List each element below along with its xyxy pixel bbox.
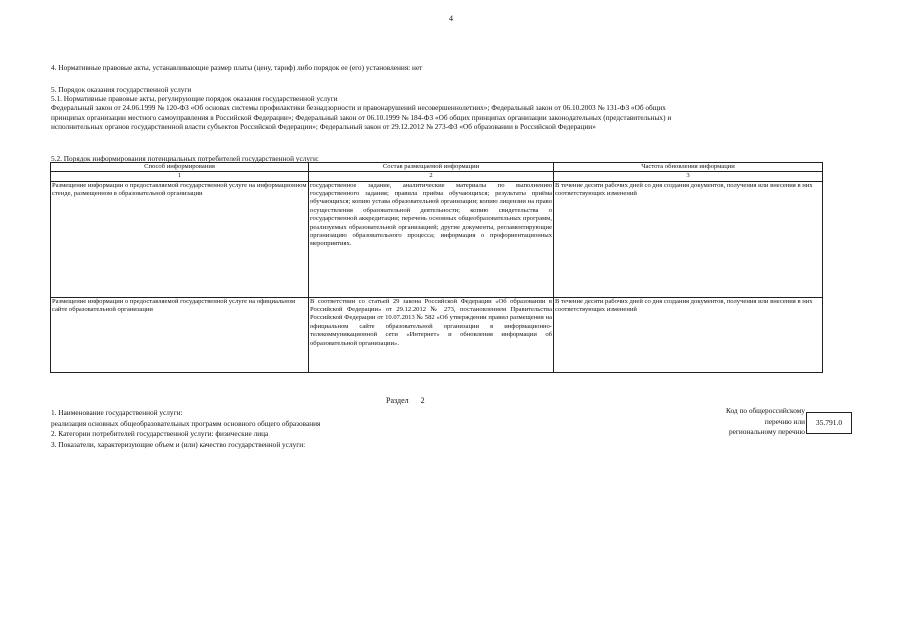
consumer-category: 2. Категории потребителей государственной услуги: физические лица	[51, 429, 269, 438]
law-line: принципах организации местного самоуправления в Российской Федерации»; Федеральный закон от 06.10.1999 № 184-ФЗ «Об общих принципах организации законодательных (представительных) и	[51, 112, 672, 122]
content-cell: государственное задание, аналитические материалы по выполнению государственного задания; правила приёма обучающихся; результаты приёма обучающихся; копию устава образовательной организации; копию лицензии на право осуществления образовательной деятельности; копию свидетельства о государственной аккредитации; перечень основных общеобразовательных программ, реализуемых образовательной организацией; другие документы, регламентирующие организацию образовательного процесса; информация о профориентационных мероприятиях.	[309, 181, 554, 297]
law-line: Федеральный закон от 24.06.1999 № 120-ФЗ «Об основах системы профилактики безнадзорности и правонарушений несовершеннолетних»; Федеральный закон от 06.10.2003 № 131-ФЗ «Об общих	[51, 103, 666, 113]
section-5	[51, 85, 841, 131]
section-5-title: 5. Порядок оказания государственной услуги	[51, 85, 192, 94]
table-number-row	[51, 172, 823, 181]
column-number: 1	[51, 172, 309, 181]
service-description	[51, 408, 320, 450]
indicators-title: 3. Показатели, характеризующие объем и (или) качество государственной услуги:	[51, 439, 306, 449]
frequency-cell: В течение десяти рабочих дней со дня создания документов, получения или внесения в них соответствующих изменений	[554, 181, 823, 297]
code-label	[680, 406, 805, 438]
section-heading	[386, 396, 425, 406]
section-4	[51, 63, 841, 72]
section-5-2-title: 5.2. Порядок информирования потенциальных потребителей государственной услуги:	[51, 154, 319, 163]
column-header: Состав размещаемой информации	[309, 163, 554, 172]
table-row	[51, 181, 823, 297]
code-label-line: региональному перечню	[729, 427, 805, 436]
section-5-1-title: 5.1. Нормативные правовые акты, регулирующие порядок оказания государственной услуги	[51, 94, 338, 104]
table-row	[51, 297, 823, 372]
frequency-cell: В течение десяти рабочих дней со дня создания документов, получения или внесения в них соответствующих изменений	[554, 297, 823, 372]
razdel-number: 2	[420, 396, 425, 405]
information-table	[50, 162, 823, 373]
column-number: 3	[554, 172, 823, 181]
column-header: Способ информирования	[51, 163, 309, 172]
code-value-box: 35.791.0	[806, 412, 852, 434]
column-header: Частота обновления информации	[554, 163, 823, 172]
service-name-label: 1. Наименование государственной услуги:	[51, 408, 183, 417]
page-number: 4	[449, 14, 453, 23]
column-number: 2	[309, 172, 554, 181]
code-label-line: перечню или	[764, 416, 805, 426]
law-line: исполнительных органов государственной власти субъектов Российской Федерации»; Федеральный закон от 29.12.2012 № 273-ФЗ «Об образовании в Российской Федерации»	[51, 121, 596, 131]
section-4-text: 4. Нормативные правовые акты, устанавливающие размер платы (цену, тариф) либо порядок ее (его) установления: нет	[51, 63, 423, 72]
code-label-line: Код по общероссийскому	[725, 406, 805, 415]
method-cell: Размещение информации о предоставляемой государственной услуге на информационном стенде, размещенном в образовательной организации	[51, 181, 309, 297]
service-name-value: реализация основных общеобразовательных программ основного общего образования	[51, 418, 321, 428]
razdel-label: Раздел	[386, 396, 409, 405]
method-cell: Размещение информации о предоставляемой государственной услуге на официальном сайте образовательной организации	[51, 297, 309, 372]
content-cell: В соответствии со статьей 29 закона Российской Федерации «Об образовании в Российской Федерации» от 29.12.2012 № 273, постановлением Правительства Российской Федерации от 10.07.2013 № 582 «Об утверждении правил размещения на официальном сайте образовательной организации в информационно-телекоммуникационной сети «Интернет» и обновления информации об образовательной организации».	[309, 297, 554, 372]
table-header-row	[51, 163, 823, 172]
